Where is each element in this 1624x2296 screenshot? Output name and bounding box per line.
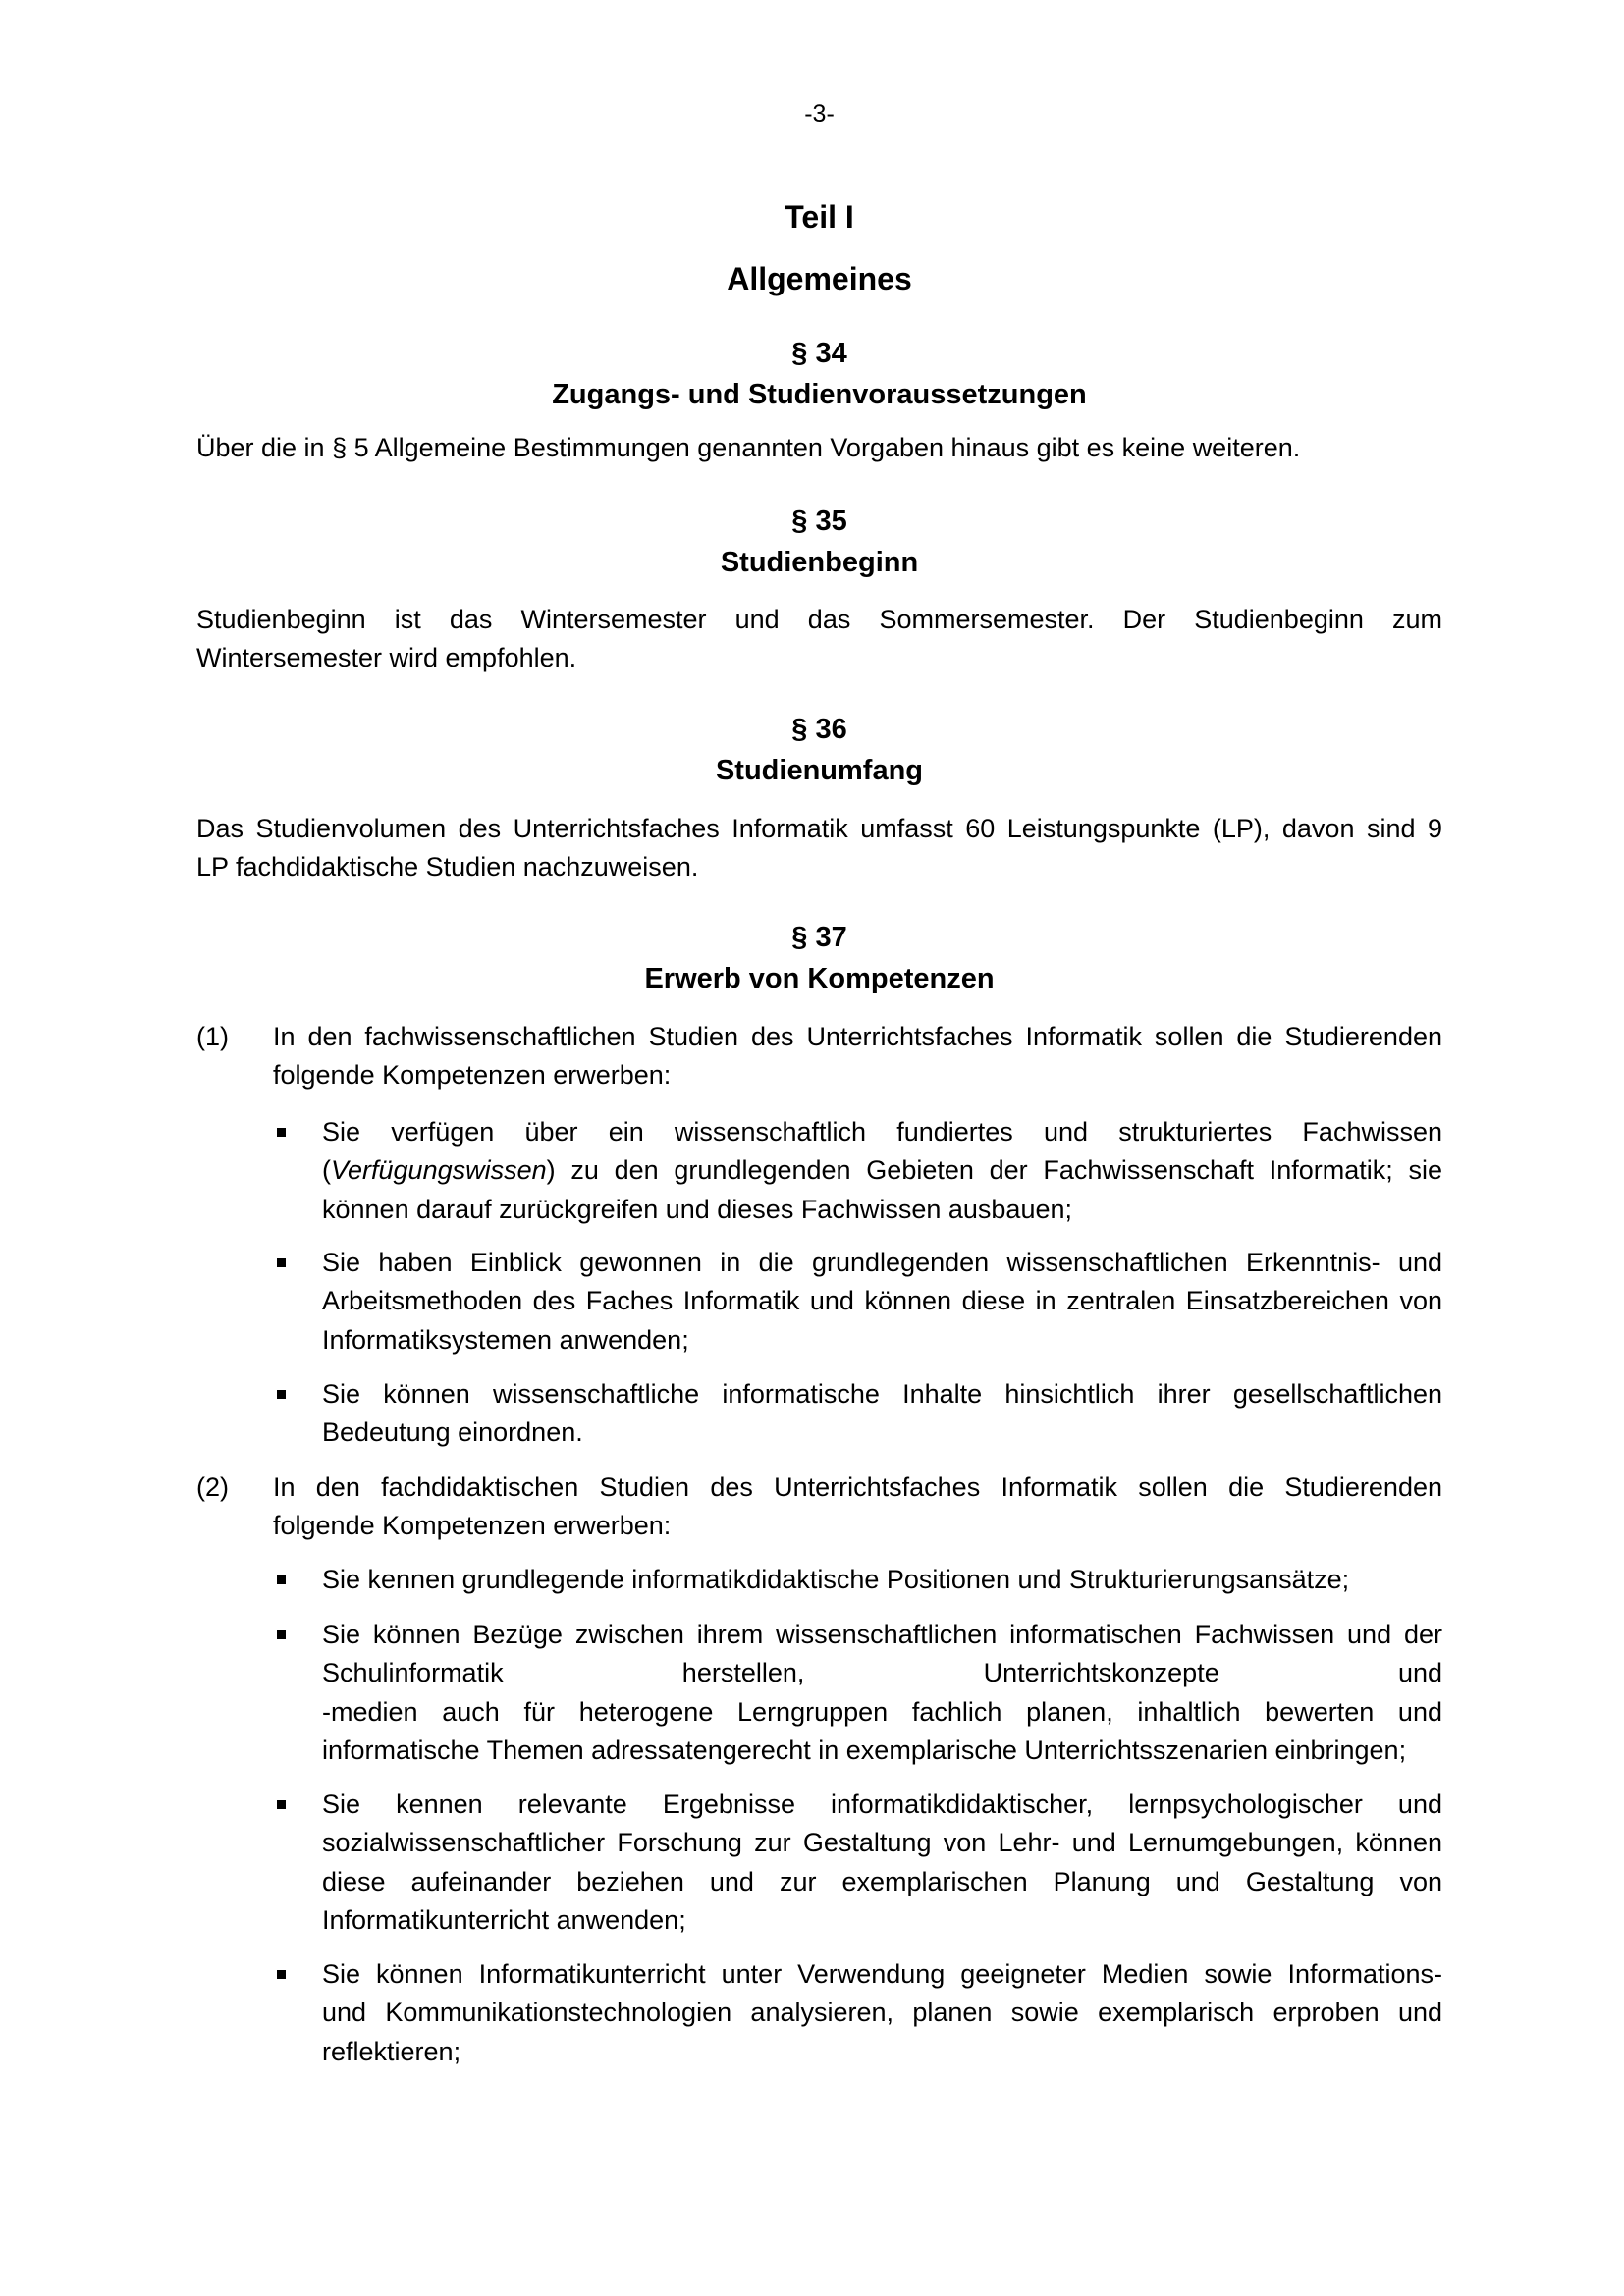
text-line: und Kommunikationstechnologien analysieren, planen sowie exemplarisch erproben und [322,1998,1442,2028]
list-item [277,1616,1442,1770]
text-line: Sie haben Einblick gewonnen in die grundlegenden wissenschaftlichen Erkenntnis- und [322,1248,1442,1277]
section-34-text [196,429,1442,467]
section-number: § 35 [791,506,847,537]
list-item [277,1786,1442,1940]
list-item-text [322,1955,1442,2071]
clause-2 [196,1468,1442,1546]
text-line: Informatiksystemen anwenden; [322,1324,689,1355]
square-bullet-icon [277,1390,286,1399]
text-line: LP fachdidaktische Studien nachzuweisen. [196,852,699,882]
square-bullet-icon [277,1800,286,1809]
square-bullet-icon [277,1630,286,1639]
list-item [277,1955,1442,2071]
text-line: Sie können wissenschaftliche informatische Inhalte hinsichtlich ihrer gesellschaftlichen [322,1379,1442,1409]
section-title: Zugangs- und Studienvoraussetzungen [552,378,1087,410]
text-line: In den fachdidaktischen Studien des Unterrichtsfaches Informatik sollen die Studierenden [273,1472,1442,1502]
section-34-heading [196,334,1442,415]
list-item [277,1244,1442,1360]
square-bullet-icon [277,1970,286,1979]
text-line: Bedeutung einordnen. [322,1417,583,1448]
text-line: sozialwissenschaftlicher Forschung zur Gestaltung von Lehr- und Lernumgebungen, können [322,1828,1442,1858]
list-item-text [322,1616,1442,1770]
section-36-heading [196,710,1442,791]
text-line: Informatikunterricht anwenden; [322,1904,686,1935]
section-35-heading [196,502,1442,583]
text-line: Sie können Informatikunterricht unter Verwendung geeigneter Medien sowie Informations- [322,1959,1442,1989]
text-line: folgende Kompetenzen erwerben: [273,1511,672,1541]
text-line: Das Studienvolumen des Unterrichtsfaches Informatik umfasst 60 Leistungspunkte (LP), davon sind 9 [196,814,1442,843]
text-line: Schulinformatik herstellen, Unterrichtskonzepte und [322,1658,1442,1688]
section-number: § 34 [791,338,847,369]
section-title: Studienbeginn [720,546,919,578]
text-line: -medien auch für heterogene Lerngruppen fachlich planen, inhaltlich bewerten und [322,1696,1442,1727]
section-title: Erwerb von Kompetenzen [644,962,995,994]
square-bullet-icon [277,1128,286,1137]
text-line: informatische Themen adressatengerecht in exemplarische Unterrichtsszenarien einbringen; [322,1735,1407,1765]
square-bullet-icon [277,1575,286,1584]
list-item [277,1375,1442,1453]
text-line: Sie können Bezüge zwischen ihrem wissenschaftlichen informatischen Fachwissen und der [322,1620,1442,1649]
section-number: § 37 [791,922,847,953]
clause-label: (1) [196,1022,229,1051]
text-line [322,1151,1442,1190]
part-subtitle: Allgemeines [727,261,912,296]
text-line: Wintersemester wird empfohlen. [196,643,577,673]
text-line: folgende Kompetenzen erwerben: [273,1060,672,1091]
page-number: -3- [804,100,835,128]
list-item-text [322,1244,1442,1360]
clause-label: (2) [196,1472,229,1502]
square-bullet-icon [277,1258,286,1267]
list-item [277,1561,1442,1599]
text-line: Über die in § 5 Allgemeine Bestimmungen genannten Vorgaben hinaus gibt es keine weiteren. [196,433,1301,462]
emphasized-term: Verfügungswissen [331,1155,547,1186]
list-item-text [322,1786,1442,1940]
list-item-text [322,1561,1442,1599]
section-number: § 36 [791,714,847,745]
clause-text [273,1018,1442,1095]
text-segment: ( [322,1155,331,1186]
text-line: können darauf zurückgreifen und dieses Fachwissen ausbauen; [322,1194,1072,1224]
text-line: In den fachwissenschaftlichen Studien des Unterrichtsfaches Informatik sollen die Studierenden [273,1022,1442,1051]
text-line: Sie kennen relevante Ergebnisse informatikdidaktischer, lernpsychologischer und [322,1789,1442,1819]
text-segment: ) zu den grundlegenden Gebieten der Fachwissenschaft Informatik; sie [546,1155,1442,1186]
clause-1 [196,1018,1442,1095]
text-line: Sie kennen grundlegende informatikdidaktische Positionen und Strukturierungsansätze; [322,1565,1350,1594]
list-item [277,1113,1442,1229]
text-line: Studienbeginn ist das Wintersemester und das Sommersemester. Der Studienbeginn zum [196,605,1442,634]
section-title: Studienumfang [715,754,924,786]
section-36-text [196,810,1442,887]
section-37-heading [196,918,1442,999]
part-title: Teil I [785,199,854,235]
section-35-text [196,601,1442,678]
text-line: Arbeitsmethoden des Faches Informatik und können diese in zentralen Einsatzbereichen von [322,1286,1442,1316]
list-item-text [322,1113,1442,1229]
text-line: diese aufeinander beziehen und zur exemplarischen Planung und Gestaltung von [322,1866,1442,1896]
clause-text [273,1468,1442,1546]
list-item-text [322,1375,1442,1453]
text-line: reflektieren; [322,2036,461,2066]
text-line: Sie verfügen über ein wissenschaftlich fundiertes und strukturiertes Fachwissen [322,1117,1442,1147]
